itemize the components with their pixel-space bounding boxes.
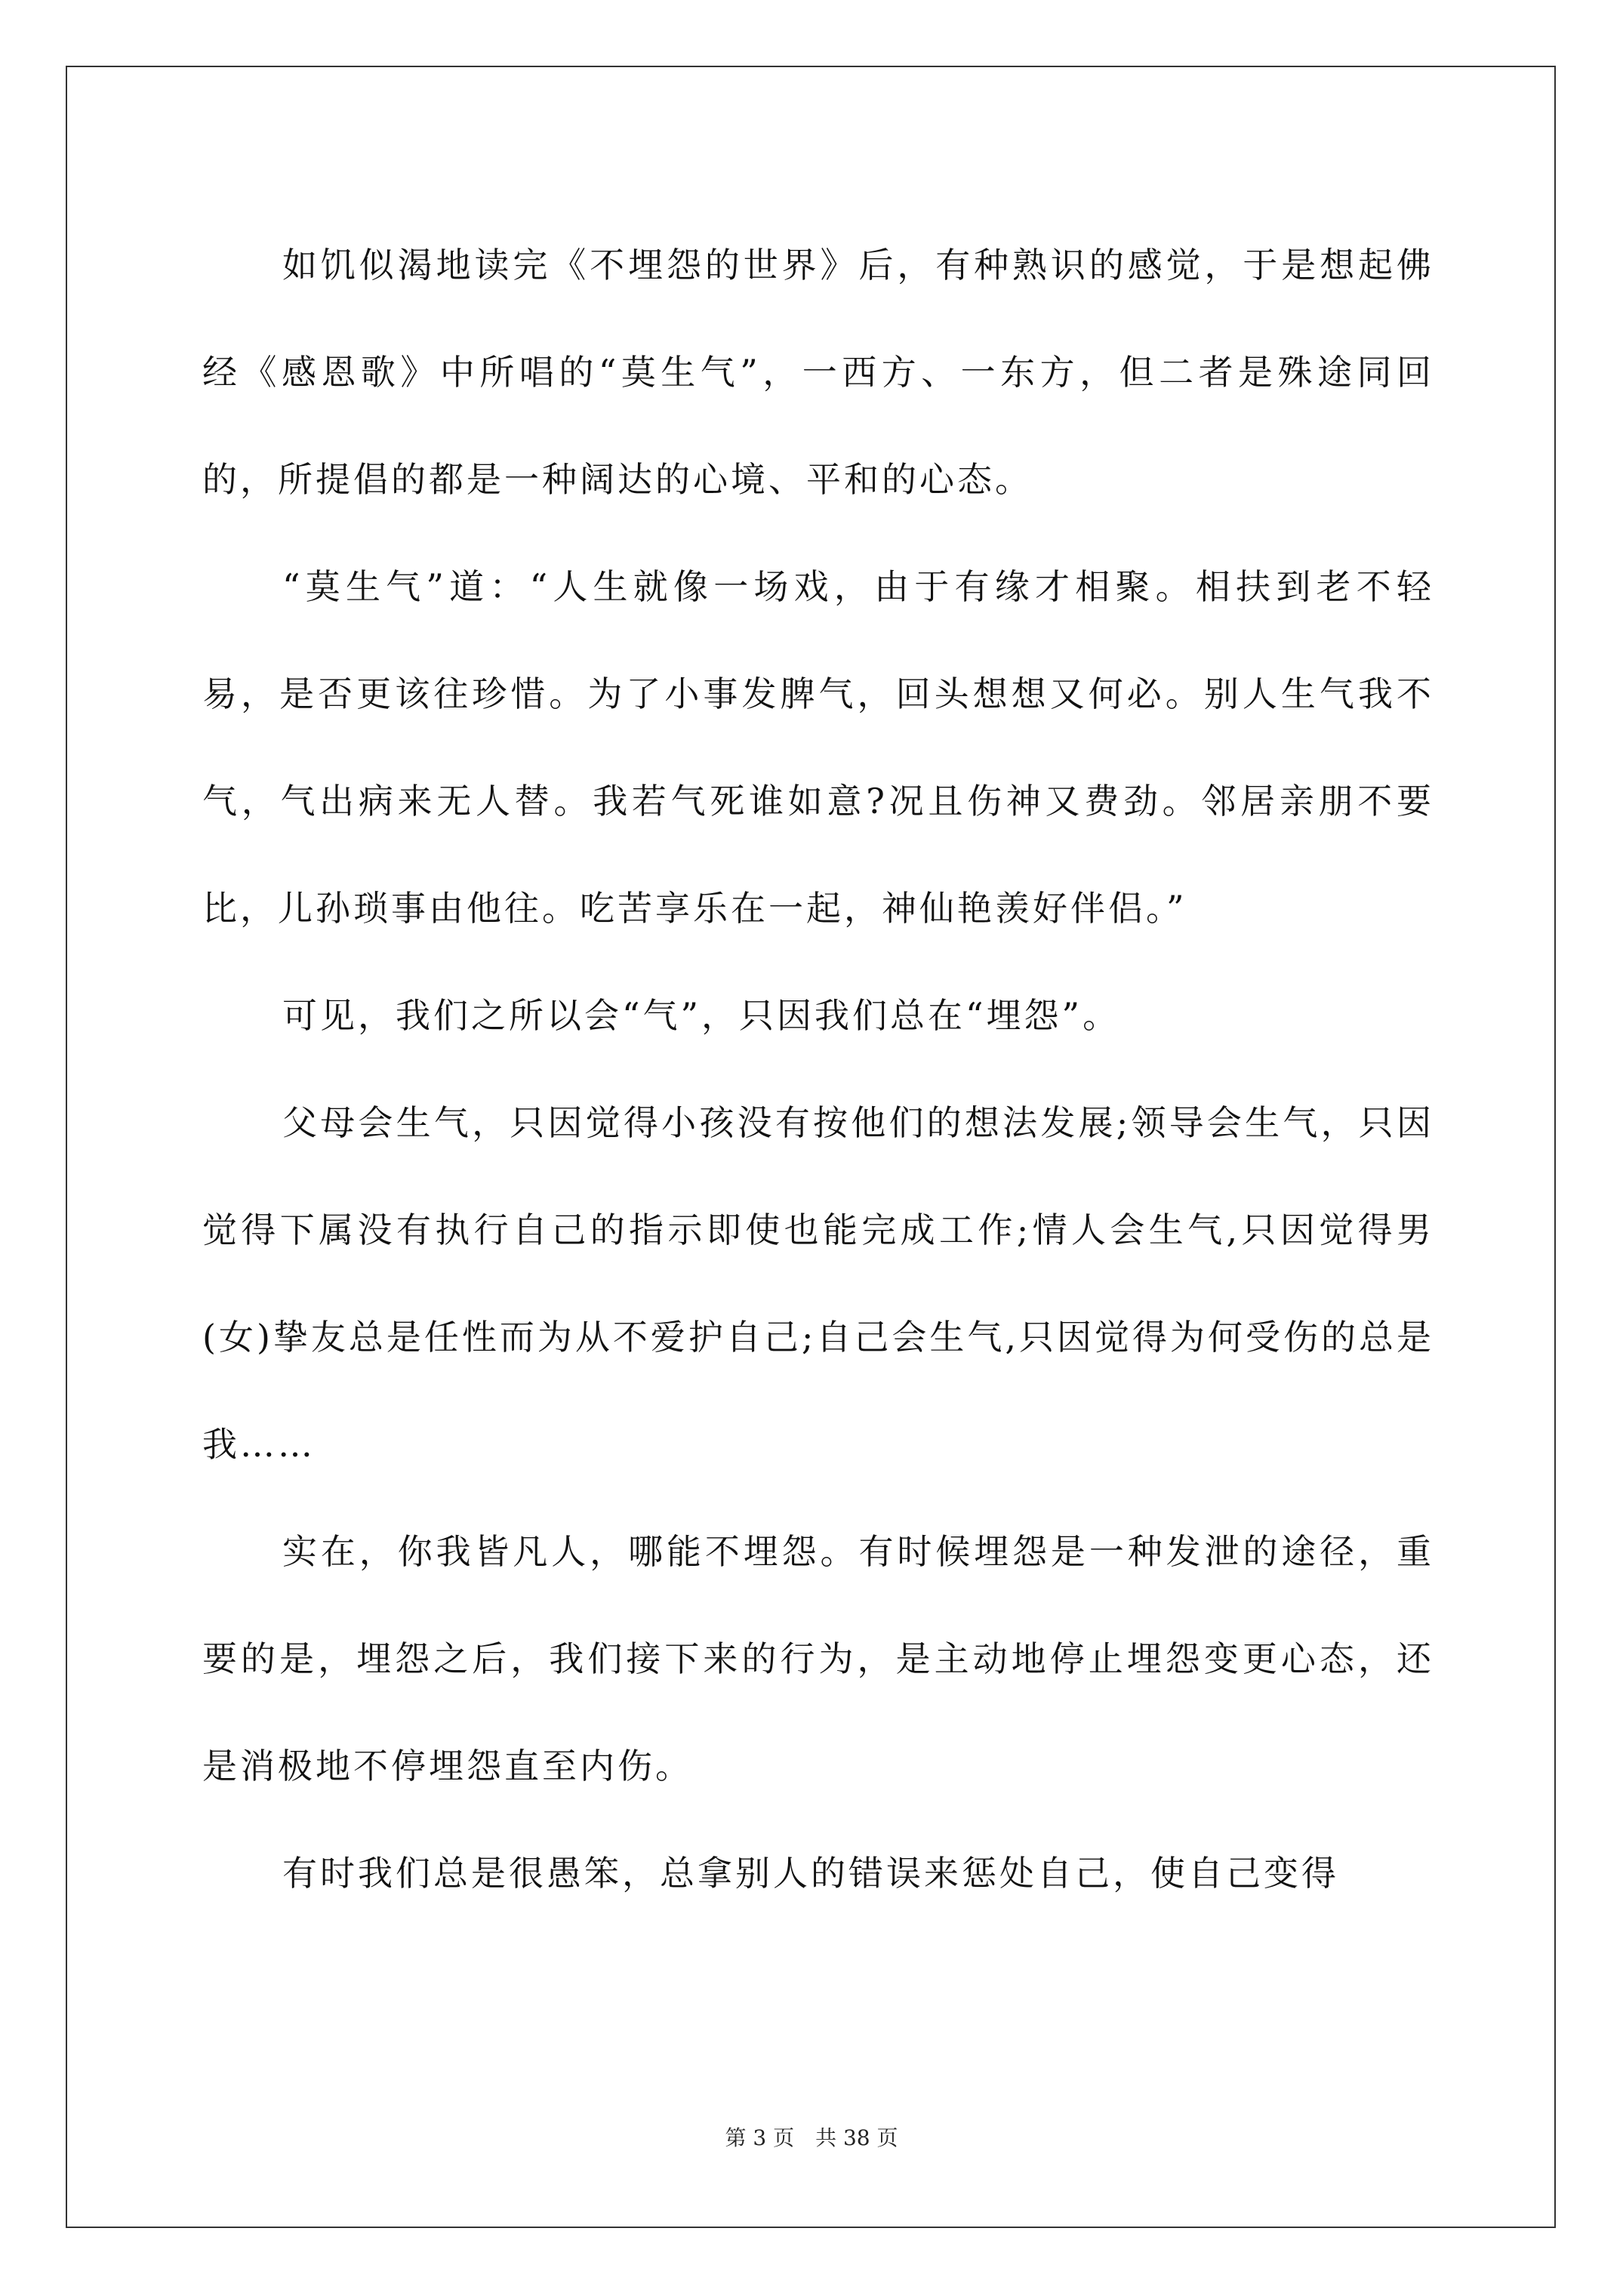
paragraph-6: 有时我们总是很愚笨，总拿别人的错误来惩处自己，使自己变得 — [282, 1853, 1339, 1894]
page-footer: 第 3 页 共 38 页 — [725, 2125, 898, 2150]
document-body — [202, 211, 1434, 1927]
paragraph-5: 实在，你我皆凡人，哪能不埋怨。有时候埋怨是一种发泄的途径，重要的是，埋怨之后，我们接下来的行为，是主动地停止埋怨变更心态，还是消极地不停埋怨直至内伤。 — [202, 1531, 1434, 1786]
paragraph-4: 父母会生气，只因觉得小孩没有按他们的想法发展;领导会生气，只因觉得下属没有执行自己的指示即使也能完成工作;情人会生气,只因觉得男(女)挚友总是任性而为从不爱护自己;自己会生气,只因觉得为何受伤的总是我…… — [202, 1102, 1435, 1465]
paragraph-2: “莫生气”道：“人生就像一场戏，由于有缘才相聚。相扶到老不轻易，是否更该往珍惜。为了小事发脾气，回头想想又何必。别人生气我不气，气出病来无人替。我若气死谁如意?况且伤神又费劲。邻居亲朋不要比，儿孙琐事由他往。吃苦享乐在一起，神仙艳羡好伴侣。” — [202, 566, 1434, 929]
paragraph-3: 可见，我们之所以会“气”，只因我们总在“埋怨”。 — [282, 995, 1121, 1036]
paragraph-1: 如饥似渴地读完《不埋怨的世界》后，有种熟识的感觉，于是想起佛经《感恩歌》中所唱的“莫生气”，一西方、一东方，但二者是殊途同回的，所提倡的都是一种阔达的心境、平和的心态。 — [202, 245, 1434, 500]
